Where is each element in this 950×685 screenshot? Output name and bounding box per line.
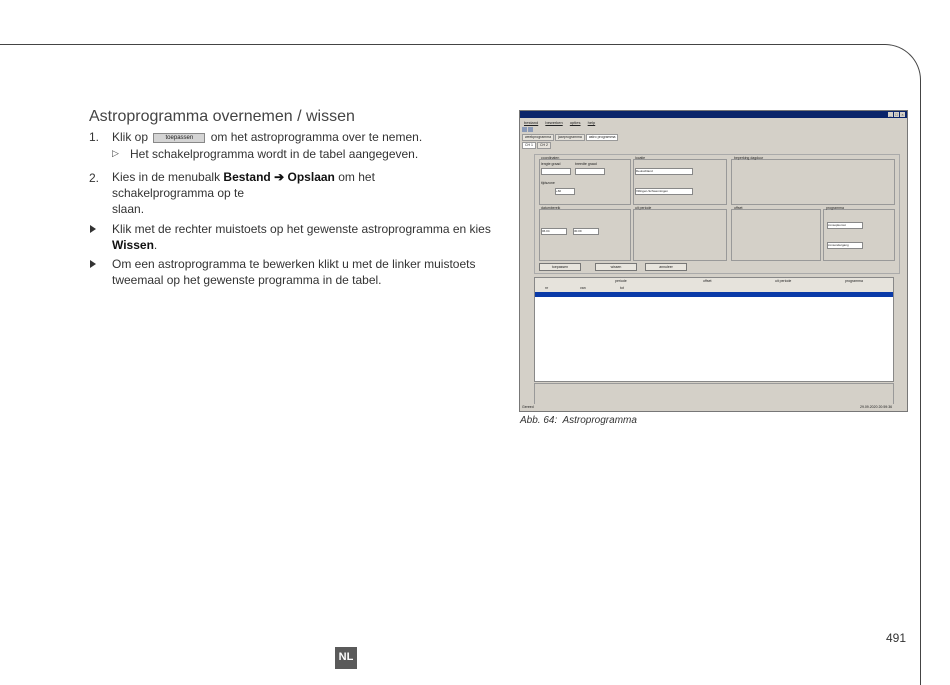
caption-prefix: Abb. 64: [520, 415, 558, 426]
status-bar [520, 404, 907, 411]
new-icon [522, 127, 527, 132]
program-tabs [522, 134, 619, 141]
column-header: tot [620, 286, 624, 290]
toepassen-button-image: toepassen [153, 133, 205, 143]
label: lengte graad [541, 162, 561, 166]
bullet-2-text [112, 256, 475, 288]
location-group [633, 159, 727, 205]
longitude-field [541, 168, 571, 175]
wissen-button: wissen [595, 263, 637, 271]
menu-item: bestand [524, 120, 539, 125]
menubar [524, 120, 601, 125]
group-label: offset [734, 206, 743, 210]
menu-item: help [587, 120, 596, 125]
program-group [823, 209, 895, 261]
section-title: Astroprogramma overnemen / wissen [89, 108, 355, 125]
daylength-group [731, 159, 895, 205]
step-1-number: 1. [89, 130, 100, 144]
start-select: zonsopkomst [827, 222, 863, 229]
label: breedte graad [575, 162, 597, 166]
to-date-field: 30.09 [573, 228, 599, 235]
column-header: nr [545, 286, 549, 290]
minimize-icon: _ [889, 112, 892, 117]
column-header: periode [615, 279, 627, 283]
bullet-1-text [112, 221, 491, 253]
group-label: datumbereik [541, 206, 561, 210]
toolbar [522, 127, 538, 132]
bullet-1-bold: Wissen [112, 238, 154, 252]
daterange-group [539, 209, 631, 261]
group-label: tijdszone [541, 181, 555, 185]
city-select: Villingen-Schwenningen [635, 188, 693, 195]
country-select: Deutschland [635, 168, 693, 175]
table-row-selected [535, 292, 893, 297]
menu-opslaan: Opslaan [287, 170, 335, 184]
group-label: beperking dagduur [734, 156, 764, 160]
save-icon [528, 127, 533, 132]
column-header: van [580, 286, 586, 290]
tab-ch1: CH 1 [522, 142, 536, 149]
page-number: 491 [886, 631, 907, 645]
step-2-text [112, 169, 472, 217]
column-header: programma [845, 279, 863, 283]
table-header [535, 278, 893, 293]
step-2-text-after: om het schakelprogramma op te [112, 170, 375, 200]
menu-bestand: Bestand [223, 170, 271, 184]
annuleer-button: annuleer [645, 263, 687, 271]
off-period-group [633, 209, 727, 261]
latitude-field [575, 168, 605, 175]
tab-astroprogramma: astro programma [586, 134, 619, 141]
result-arrow-icon: ▷ [112, 148, 119, 158]
step-2-text-line2: slaan. [112, 202, 145, 216]
bullet-2-line1: Om een astroprogramma te bewerken klikt u met de linker muistoets [112, 257, 476, 271]
step-1-text [112, 129, 422, 145]
column-header: uit periode [775, 279, 792, 283]
column-header: offset [703, 279, 712, 283]
group-label: locatie [635, 156, 646, 160]
figure-caption [520, 415, 637, 426]
astroprogramma-screenshot [519, 110, 908, 412]
step-1-text-before: Klik op [112, 130, 149, 144]
maximize-icon: □ [895, 112, 898, 117]
window-titlebar [520, 111, 907, 118]
tab-weekprogramma: weekprogramma [522, 134, 554, 141]
timezone-field: +60 [555, 188, 575, 195]
language-badge: NL [335, 647, 357, 669]
step-2-number: 2. [89, 171, 100, 185]
close-icon: × [901, 112, 904, 117]
end-select: zonsondergang [827, 242, 863, 249]
arrow-right-icon: ➔ [274, 170, 285, 184]
step-1-text-after: om het astroprogramma over te nemen. [210, 130, 423, 144]
bullet-triangle-icon [90, 260, 96, 268]
menu-item: bewerken [545, 120, 563, 125]
step-2-text-before: Kies in de menubalk [112, 170, 221, 184]
copy-group [534, 383, 894, 405]
status-datetime: 29.09.2020 20:59:36 [860, 405, 893, 409]
bullet-1-line1: Klik met de rechter muistoets op het gewenste astroprogramma en kies [112, 222, 491, 236]
group-label: coordinaten [541, 156, 560, 160]
tab-jaarprogramma: jaarprogramma [555, 134, 585, 141]
channel-tabs [522, 142, 552, 149]
group-label: programma [826, 206, 844, 210]
settings-panel [534, 154, 900, 274]
status-text: Gereed [522, 405, 534, 409]
group-label: uit periode [635, 206, 652, 210]
bullet-triangle-icon [90, 225, 96, 233]
toepassen-button: toepassen [539, 263, 581, 271]
bullet-2-line2: tweemaal op het gewenste programma in de tabel. [112, 273, 382, 287]
program-table [534, 277, 894, 382]
bullet-1-end: . [153, 238, 158, 252]
offset-group [731, 209, 821, 261]
from-date-field: 06.04 [541, 228, 567, 235]
caption-text: Astroprogramma [562, 415, 637, 426]
tab-ch2: CH 2 [537, 142, 551, 149]
step-1-result: Het schakelprogramma wordt in de tabel aangegeven. [130, 147, 419, 161]
menu-item: opties [569, 120, 581, 125]
